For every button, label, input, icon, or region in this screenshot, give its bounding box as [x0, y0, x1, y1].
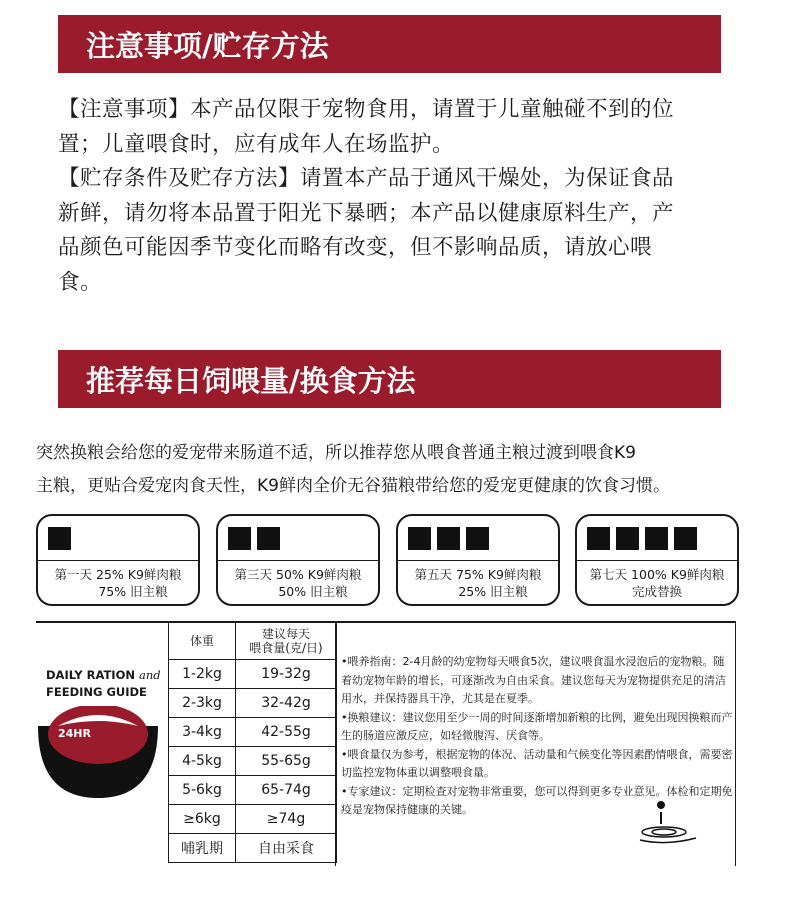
notes-line: 【注意事项】本产品仅限于宠物食用，请置于儿童触碰不到的位: [58, 97, 675, 122]
stage-line2: 完成替换: [631, 584, 682, 599]
table-row: [169, 805, 337, 834]
cell-amount: 42-55g: [236, 718, 337, 747]
stage-label: [398, 566, 558, 600]
stage-line1: 第一天 25% K9鲜肉粮: [54, 567, 182, 582]
section-title-feeding: 推荐每日饲喂量/换食方法: [58, 350, 721, 408]
stage-card-day3: [216, 514, 380, 606]
notes-text: [58, 93, 728, 300]
cell-amount: 19-32g: [236, 660, 337, 689]
intro-line: 主粮，更贴合爱宠肉食天性，K9鲜肉全价无谷猫粮带给您的爱宠更健康的饮食习惯。: [36, 476, 670, 496]
table-row: [169, 834, 337, 863]
notes-line: 【贮存条件及贮存方法】请置本产品于通风干燥处，为保证食品: [58, 166, 675, 191]
header-amount: 建议每天 喂食量(克/日): [236, 622, 337, 660]
notes-line: 置；儿童喂食时，应有成年人在场监护。: [58, 131, 455, 157]
stage-card-day7: [575, 514, 739, 606]
table-row: [169, 718, 337, 747]
table-row: [169, 747, 337, 776]
table-row: [169, 660, 337, 689]
stage-squares: [398, 516, 558, 560]
header-weight: 体重: [169, 622, 236, 660]
feeding-tips: [341, 653, 733, 820]
ratio-square: [674, 527, 697, 550]
guide-title-line2: FEEDING GUIDE: [46, 685, 147, 699]
notes-line: 食。: [58, 269, 103, 295]
ratio-square: [616, 527, 639, 550]
stage-line1: 第三天 50% K9鲜肉粮: [234, 567, 362, 582]
feeding-intro: [36, 437, 766, 503]
table-row: [169, 689, 337, 718]
stage-squares: [577, 516, 737, 560]
bowl-icon: [36, 706, 166, 806]
stage-line2: 25% 旧主粮: [458, 584, 528, 599]
cell-amount: ≥74g: [236, 805, 337, 834]
tip-item: •喂食量仅为参考，根据宠物的体况、活动量和气候变化等因素酌情喂食，需要密切监控宠物体重以调整喂食量。: [341, 747, 733, 779]
stage-label: [38, 566, 198, 600]
badge-24hr: 24HR: [58, 727, 91, 740]
feeding-guide-title: [46, 667, 161, 701]
cell-weight: 哺乳期: [169, 834, 236, 863]
stage-line1: 第五天 75% K9鲜肉粮: [414, 567, 542, 582]
section-title-notes: 注意事项/贮存方法: [58, 15, 721, 73]
cell-amount: 32-42g: [236, 689, 337, 718]
stage-line2: 75% 旧主粮: [98, 584, 168, 599]
stage-squares: [218, 516, 378, 560]
ratio-square: [645, 527, 668, 550]
stage-label: [577, 566, 737, 600]
ratio-square: [408, 527, 431, 550]
table-row: [169, 776, 337, 805]
cell-weight: 1-2kg: [169, 660, 236, 689]
right-border: [735, 621, 736, 866]
ratio-square: [466, 527, 489, 550]
ratio-square: [228, 527, 251, 550]
cell-weight: ≥6kg: [169, 805, 236, 834]
stage-card-day1: [36, 514, 200, 606]
stage-line1: 第七天 100% K9鲜肉粮: [589, 567, 725, 582]
ratio-square: [437, 527, 460, 550]
ratio-square: [257, 527, 280, 550]
section-divider: [36, 621, 736, 623]
tip-item: •专家建议：定期检查对宠物非常重要，您可以得到更多专业意见。体检和定期免疫是宠物保持健康的关键。: [341, 784, 733, 816]
cell-amount: 55-65g: [236, 747, 337, 776]
cell-weight: 5-6kg: [169, 776, 236, 805]
tip-item: •喂养指南：2-4月龄的幼宠物每天喂食5次，建议喂食温水浸泡后的宠物粮。随着幼宠物年龄的增长，可逐渐改为自由采食。建议您每天为宠物提供充足的清洁用水，并保持器具干净，尤其是在夏季。: [341, 655, 726, 705]
ratio-square: [587, 527, 610, 550]
cell-weight: 2-3kg: [169, 689, 236, 718]
stage-label: [218, 566, 378, 600]
water-drop-icon: [636, 800, 700, 848]
tip-item: •换粮建议：建议您用至少一周的时间逐渐增加新粮的比例，避免出现因换粮而产生的肠道应激反应，如轻微腹泻、厌食等。: [341, 710, 733, 742]
guide-title-and: and: [139, 668, 161, 682]
stage-card-day5: [396, 514, 560, 606]
notes-line: 新鲜，请勿将本品置于阳光下暴晒；本产品以健康原料生产，产: [58, 200, 675, 226]
cell-amount: 65-74g: [236, 776, 337, 805]
stage-squares: [38, 516, 198, 560]
intro-line: 突然换粮会给您的爱宠带来肠道不适，所以推荐您从喂食普通主粮过渡到喂食K9: [36, 443, 636, 463]
cell-weight: 4-5kg: [169, 747, 236, 776]
table-header-row: [169, 622, 337, 660]
feeding-table: [168, 621, 337, 863]
cell-amount: 自由采食: [236, 834, 337, 863]
cell-weight: 3-4kg: [169, 718, 236, 747]
notes-line: 品颜色可能因季节变化而略有改变，但不影响品质，请放心喂: [58, 235, 653, 260]
guide-title-line1: DAILY RATION: [46, 668, 135, 682]
ratio-square: [48, 527, 71, 550]
column-divider: [335, 621, 336, 866]
stage-line2: 50% 旧主粮: [278, 584, 348, 599]
